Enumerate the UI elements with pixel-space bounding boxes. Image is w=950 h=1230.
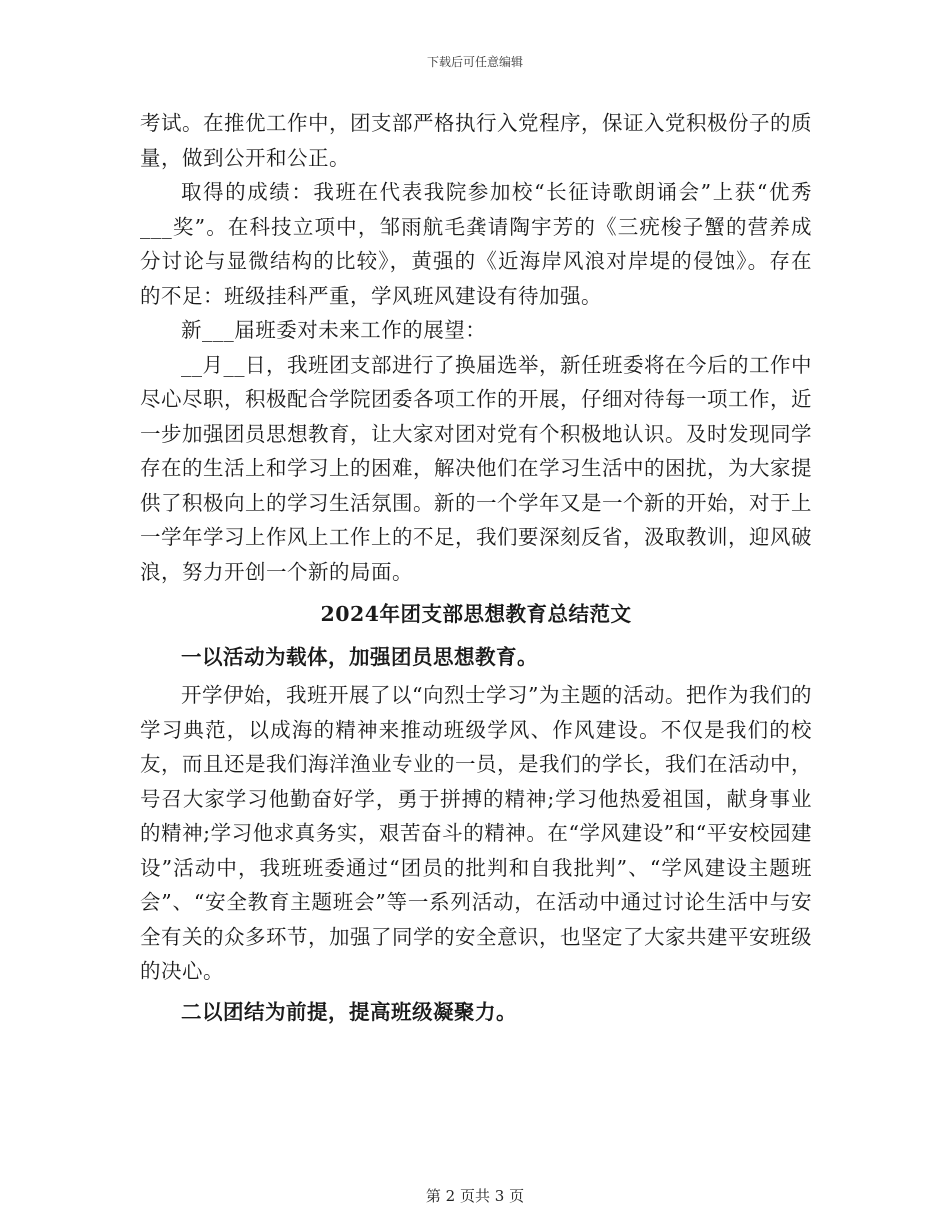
document-body — [140, 106, 812, 1033]
section-2-heading: 二以团结为前提，提高班级凝聚力。 — [181, 999, 517, 1024]
section-1-paragraph: 开学伊始，我班开展了以“向烈士学习”为主题的活动。把作为我们的学习典范，以成海的精神来推动班级学风、作风建设。不仅是我们的校友，而且还是我们海洋渔业专业的一员，是我们的学长，我们在活动中，号召大家学习他勤奋好学，勇于拼搏的精神;学习他热爱祖国，献身事业的精神;学习他求真务实，艰苦奋斗的精神。在“学风建设”和“平安校园建设”活动中，我班班委通过“团员的批判和自我批判”、“学风建设主题班会”、“安全教育主题班会”等一系列活动，在活动中通过讨论生活中与安全有关的众多环节，加强了同学的安全意识，也坚定了大家共建平安班级的决心。 — [140, 683, 812, 983]
section-1-heading: 一以活动为载体，加强团员思想教育。 — [181, 644, 538, 669]
paragraph-1: 考试。在推优工作中，团支部严格执行入党程序，保证入党积极份子的质量，做到公开和公正。 — [140, 111, 812, 170]
paragraph-3: 新___届班委对未来工作的展望： — [181, 318, 487, 342]
paragraph-4: __月__日，我班团支部进行了换届选举，新任班委将在今后的工作中尽心尽职，积极配合学院团委各项工作的开展，仔细对待每一项工作，近一步加强团员思想教育，让大家对团对党有个积极地认识。及时发现同学存在的生活上和学习上的困难，解决他们在学习生活中的困扰，为大家提供了积极向上的学习生活氛围。新的一个学年又是一个新的开始，对于上一学年学习上作风上工作上的不足，我们要深刻反省，汲取教训，迎风破浪，努力开创一个新的局面。 — [140, 352, 812, 584]
page-header: 下载后可任意编辑 — [426, 55, 523, 69]
paragraph-2: 取得的成绩：我班在代表我院参加校“长征诗歌朗诵会”上获“优秀___奖”。在科技立项中，邹雨航毛龚请陶宇芳的《三疣梭子蟹的营养成分讨论与显微结构的比较》，黄强的《近海岸风浪对岸堤的侵蚀》。存在的不足：班级挂科严重，学风班风建设有待加强。 — [140, 180, 812, 308]
page-footer: 第 2 页共 3 页 — [425, 1187, 525, 1205]
document-title: 2024年团支部思想教育总结范文 — [320, 602, 632, 626]
